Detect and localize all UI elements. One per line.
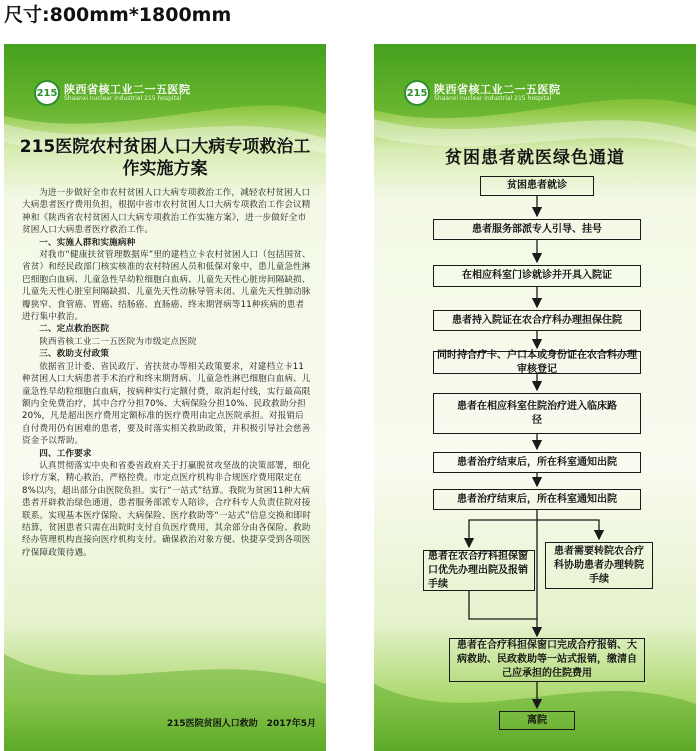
step-leave-hospital: 离院	[499, 711, 575, 730]
step-pathway: 患者在相应科室住院治疗进入临床路径	[433, 393, 641, 434]
section-text-1: 对我市“健康扶贫管理数据库”里的建档立卡农村贫困人口（包括国贫、省贫）和经民政部门核实核准的农村特困人员和低保对象中，患儿童急性淋巴细胞白血病、儿童急性早幼粒细胞白血病、儿童先天性心脏房间隔缺损、儿童先天性心脏室间隔缺损、儿童先天性动脉导管未闭、儿童先天性肺动脉瓣狭窄、食管癌、胃癌、结肠癌、直肠癌、终末期肾病等11种疾病的患者进行集中救治。	[22, 250, 311, 323]
arrow-from-insurance	[469, 591, 537, 619]
policy-signature: 215医院贫困人口救助 2017年5月	[166, 719, 316, 729]
hospital-logo	[34, 80, 191, 106]
section-heading-1: 一、实施人群和实施病种	[39, 237, 136, 248]
section-heading-3: 三、救助支付政策	[39, 349, 110, 360]
step-admission: 在相应科室门诊就诊并开具入院证	[433, 265, 641, 287]
hospital-name-en: Shaanxi nuclear industrial 215 hospital	[64, 95, 182, 102]
step-register: 同时持合疗卡、户口本或身份证在农合科办理审核登记	[433, 351, 641, 374]
hospital-emblem-icon: 215	[404, 80, 430, 106]
intro-paragraph: 为进一步做好全市农村贫困人口大病专项救治工作，减轻农村贫困人口大病患者医疗费用负担，根据中省市农村贫困人口大病专项救治工作会议精神和《陕西省农村贫困人口大病专项救治工作实施方案》，进一步做好全市贫困人口大病患者医疗救治工作。	[22, 188, 311, 236]
section-text-4: 认真贯彻落实中央和省委省政府关于打赢脱贫攻坚战的决策部署，细化诊疗方案，精心救治，严格控费。市定点医疗机构非合规医疗费用限定在8%以内，超出部分由医院负担。实行“一站式”结算。我院为贫困11种大病患者开辟救治绿色通道，患者服务部派专人陪诊，合疗科专人负责住院对接联系。实现基本医疗保险、大病保险、医疗救助等“一站式”信息交换和即时结算，贫困患者只需在出院时支付自负医疗费用，其余部分由各保险、救助经办管理机构直接向医疗机构支付。确保救治对象方便、快捷享受到各项医疗保障政策待遇。	[22, 460, 312, 558]
section-heading-4: 四、工作要求	[39, 448, 92, 459]
step-insurance-window: 患者在农合疗科担保窗口优先办理出院及报销手续	[423, 550, 535, 591]
hospital-name-cn: 陕西省核工业二一五医院	[434, 83, 561, 96]
step-guarantee: 患者持入院证在农合疗科办理担保住院	[433, 310, 641, 331]
flowchart-title: 贫困患者就医绿色通道	[445, 148, 625, 168]
step-transfer: 患者需要转院农合疗科协助患者办理转院手续	[545, 542, 653, 589]
step-treatment-end: 患者治疗结束后，所在科室通知出院	[433, 489, 641, 510]
size-label: 尺寸:800mm*1800mm	[4, 4, 232, 26]
step-one-stop-settlement: 患者在合疗科担保窗口完成合疗报销、大病救助、民政救助等一站式报销，缴清自己应承担的住院费用	[449, 638, 645, 682]
arrow-to-insurance	[469, 520, 537, 547]
step-discharge-notice: 患者治疗结束后，所在科室通知出院	[433, 452, 641, 473]
section-text-3: 依据省卫计委、省民政厅、省扶贫办等相关政策要求，对建档立卡11种贫困人口大病患者手术治疗和终末期肾病、儿童急性淋巴细胞白血病、儿童急性早幼粒细胞白血病，按病种实行定额付费，取消起付线，实行最高限额内全免费治疗，其中合疗分担70%、大病保险分担10%、民政救助分担20%，凡是超出医疗费用定额标准的医疗费用由定点医院承担。对报销后自付费用仍有困难的患者，要及时落实相关救助政策，并积极引导社会慈善资金予以帮助。	[22, 361, 311, 447]
policy-title: 215医院农村贫困人口大病专项救治工作实施方案	[19, 137, 311, 179]
hospital-name-en: Shaanxi nuclear industrial 215 hospital	[434, 95, 552, 102]
section-text-2: 陕西省核工业二一五医院为市级定点医院	[39, 336, 197, 347]
section-heading-2: 二、定点救治医院	[39, 324, 110, 335]
policy-panel	[4, 44, 326, 751]
hospital-emblem-icon: 215	[34, 80, 60, 106]
step-visit: 贫困患者就诊	[480, 176, 594, 196]
step-guide: 患者服务部派专人引导、挂号	[433, 219, 641, 240]
flowchart-panel	[374, 44, 696, 751]
hospital-name-cn: 陕西省核工业二一五医院	[64, 83, 191, 96]
policy-body	[22, 187, 312, 559]
arrow-to-transfer	[537, 520, 599, 539]
